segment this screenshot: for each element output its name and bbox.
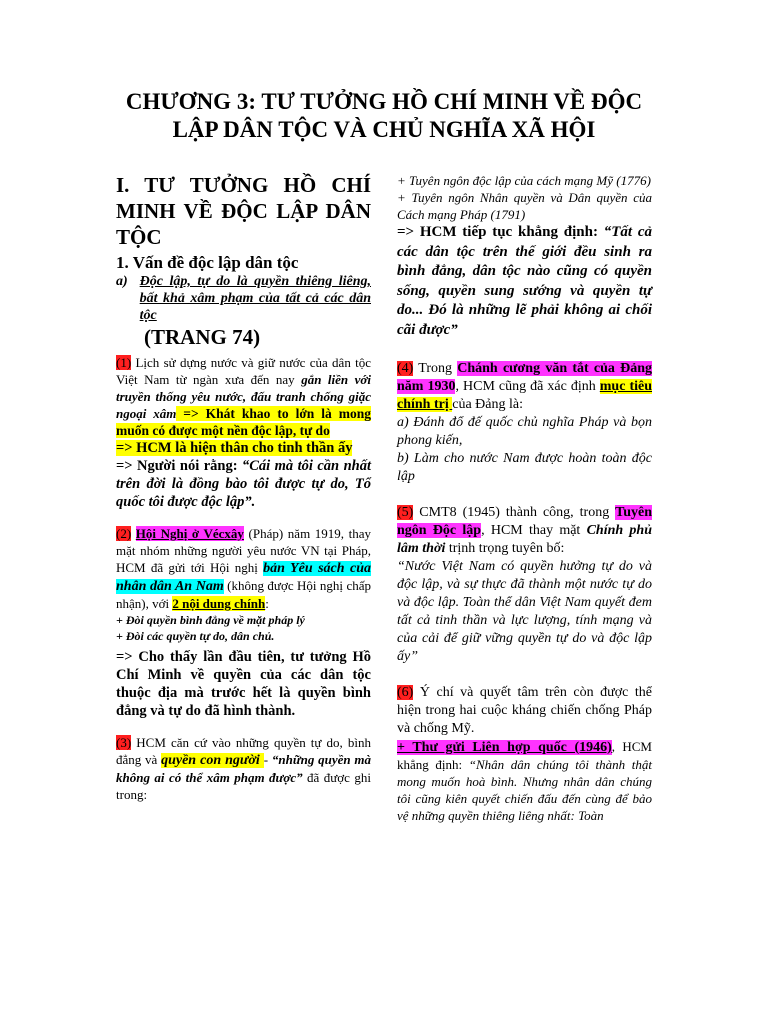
p1-hcm	[116, 439, 371, 457]
page-reference: (TRANG 74)	[144, 325, 261, 349]
p4-text1: , HCM cũng đã xác định	[455, 379, 600, 394]
p1-quote-block	[116, 457, 371, 511]
p1-italic: gắn liền với truyền thống yêu nước, đấu tranh chống giặc ngoại xâm	[116, 372, 372, 421]
p4-text2: của Đảng là:	[452, 397, 523, 412]
p3-quyencon: quyền con người	[161, 753, 264, 768]
paragraph-5	[397, 504, 652, 558]
p3-text2: đã được ghi trong:	[116, 770, 371, 802]
left-column	[116, 172, 371, 803]
p1-quote-lead: => Người nói rằng:	[116, 458, 242, 474]
p5-chinhphu: Chính phủ lâm thời	[397, 523, 652, 556]
p2-text1: (Pháp) năm 1919, thay mặt nhóm những người yêu nước VN tại Pháp, HCM đã gửi tới Hội nghị	[116, 526, 372, 575]
p3-text1: HCM căn cứ vào những quyền tự do, bình đẳng và	[116, 735, 371, 767]
p2-colon: :	[265, 596, 269, 611]
paragraph-6	[397, 684, 652, 738]
number-badge-5: (5)	[397, 505, 414, 520]
p6-text2: HCM khẳng định:	[397, 739, 652, 772]
bullet-1: + Đòi quyền bình đẳng về mặt pháp lý	[116, 613, 305, 627]
r3-lead: => HCM tiếp tục khẳng định:	[397, 224, 604, 240]
subsection-heading: 1. Vấn đề độc lập dân tộc	[116, 253, 299, 272]
p6-comma: ,	[611, 739, 616, 754]
p2-banyeusach: bản Yêu sách của nhân dân An Nam	[116, 561, 371, 594]
p4-trong: Trong	[413, 361, 458, 376]
p2-noidung: 2 nội dung chính	[172, 596, 266, 611]
paragraph-1	[116, 354, 371, 439]
p5-text2: , HCM thay mặt	[481, 523, 587, 538]
p3-quote: “những quyền mà không ai có thể xâm phạm được”	[116, 752, 371, 785]
p1-arrow: => Khát khao to lớn là mong muốn có được một nền độc lập, tự do	[116, 406, 371, 438]
page-title: CHƯƠNG 3: TƯ TƯỞNG HỒ CHÍ MINH VỀ ĐỘC LẬP DÂN TỘC VÀ CHỦ NGHĨA XÃ HỘI	[125, 89, 643, 142]
p6-thu: + Thư gửi Liên hợp quốc (1946)	[397, 740, 612, 755]
p2-text2: (không được Hội nghị chấp nhận), với	[116, 578, 372, 611]
number-badge-1: (1)	[116, 355, 132, 370]
number-badge-2: (2)	[116, 526, 132, 541]
p3-dash: -	[263, 752, 272, 767]
number-badge-4: (4)	[397, 361, 414, 376]
p2-hoinghi: Hội Nghị ở Vécxây	[135, 526, 244, 541]
p4-chanh: Chánh cương văn tắt của Đảng năm 1930	[397, 361, 652, 394]
p4-muctieu: mục tiêu chính trị	[397, 379, 653, 412]
paragraph-4	[397, 360, 652, 414]
number-badge-6: (6)	[397, 685, 414, 700]
number-badge-3: (3)	[116, 735, 132, 750]
paragraph-3	[116, 734, 371, 803]
p1-text: Lịch sử dựng nước và giữ nước của dân tộc Việt Nam từ ngàn xưa đến nay	[116, 355, 371, 387]
r2: + Tuyên ngôn Nhân quyền và Dân quyền của Cách mạng Pháp (1791)	[397, 190, 652, 222]
r1: + Tuyên ngôn độc lập của cách mạng Mỹ (1776)	[397, 173, 651, 188]
item-a-marker: a)	[116, 274, 128, 289]
p2-conclusion: => Cho thấy lần đầu tiên, tư tưởng Hồ Chí Minh về quyền của các dân tộc thuộc địa mà trước hết là quyền bình đẳng và tự do đã hình thành.	[116, 649, 371, 719]
bullet-2: + Đòi các quyền tự do, dân chủ.	[116, 629, 275, 643]
p6-quote: “Nhân dân chúng tôi thành thật mong muốn hoà bình. Nhưng nhân dân chúng tôi cũng kiên quyết chiến đấu đến cùng để bảo vệ những quyền thiêng liêng nhất: Toàn	[397, 757, 652, 823]
p1-quote: “Cái mà tôi cần nhất trên đời là đồng bào tôi được tự do, Tổ quốc tôi được độc lập”.	[116, 458, 371, 510]
p4-a: a) Đánh đổ đế quốc chủ nghĩa Pháp và bọn phong kiến,	[397, 415, 652, 448]
item-a	[116, 273, 371, 324]
right-column	[397, 172, 652, 824]
p1-hcm-text: => HCM là hiện thân cho tinh thần ấy	[116, 440, 353, 456]
p6-text: Ý chí và quyết tâm trên còn được thể hiện trong hai cuộc kháng chiến chống Pháp và chống Mỹ.	[397, 685, 652, 736]
section-heading: I. TƯ TƯỞNG HỒ CHÍ MINH VỀ ĐỘC LẬP DÂN TỘC	[116, 173, 371, 249]
r3-quote: “Tất cả các dân tộc trên thế giới đều sinh ra bình đẳng, dân tộc nào cũng có quyền sống, quyền sung sướng và quyền tự do... Đó là những lẽ phải không ai chối cãi được”	[397, 224, 652, 338]
p5-quote: “Nước Việt Nam có quyền hưởng tự do và độc lập, và sự thực đã thành một nước tự do và độc lập. Toàn thể dân Việt Nam quyết đem tất cả tinh thần và lực lượng, tính mạng và của cải để giữ vững quyền tự do và độc lập ấy”	[397, 559, 652, 664]
p4-b: b) Làm cho nước Nam được hoàn toàn độc lập	[397, 451, 652, 484]
r3	[397, 223, 652, 340]
p6-thu-block	[397, 738, 652, 824]
paragraph-2	[116, 525, 371, 612]
p5-tuyenngon: Tuyên ngôn Độc lập	[397, 505, 652, 538]
item-a-text: Độc lập, tự do là quyền thiêng liêng, bất khả xâm phạm của tất cả các dân tộc	[139, 274, 371, 323]
p5-text3: trịnh trọng tuyên bố:	[445, 541, 565, 556]
p5-text1: CMT8 (1945) thành công, trong	[413, 505, 616, 520]
